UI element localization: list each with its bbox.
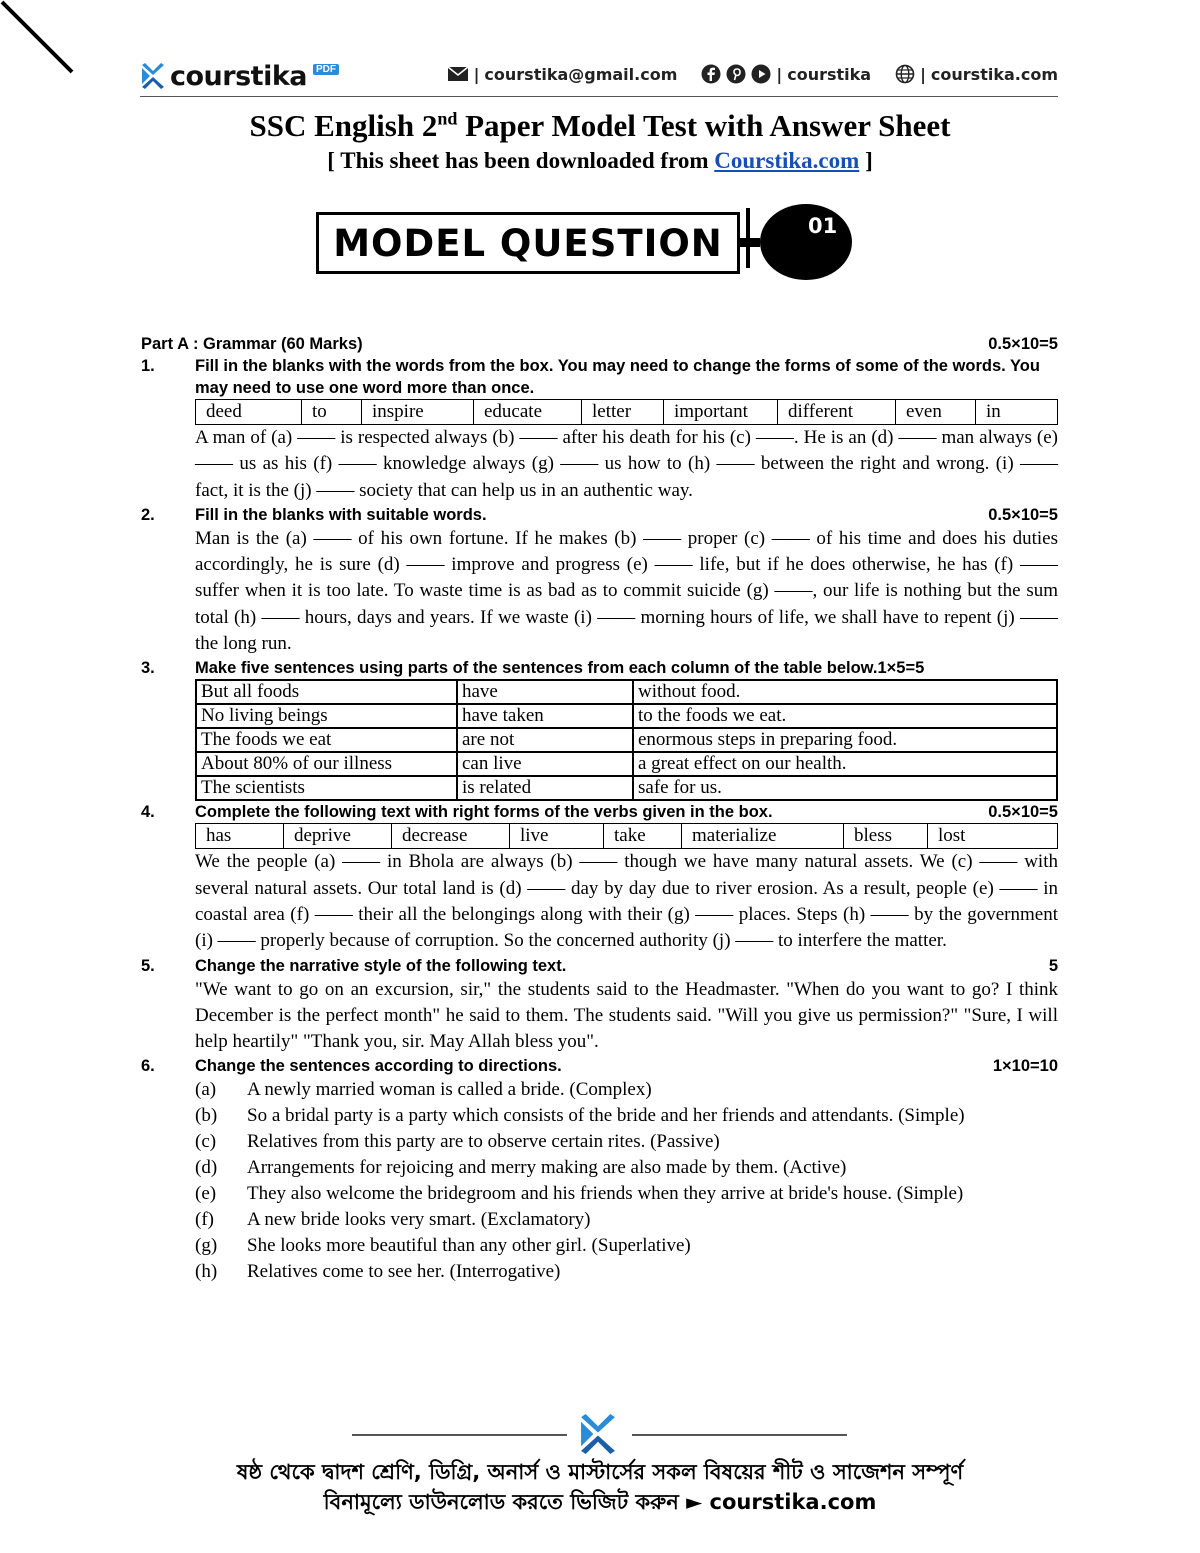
question-instruction: Change the narrative style of the following text. [195,956,567,975]
q4-passage: We the people (a) —— in Bhola are always (b) —— though we have many natural assets. We (c) —— with several natural assets. Our total land is (d) —— day by day due to river erosion. As a result, people (e) —— in coastal area (f) —— their all the belongings along with their (g) —— places. Steps (h) —— by the government (i) —— properly because of corruption. So the concerned authority (j) —— to interfere the matter. [195,851,1058,952]
title-sup: nd [437,108,458,129]
corner-mark [0,0,80,80]
envelope-icon [447,66,469,82]
part-a-heading [141,333,1058,355]
title-prefix: SSC English 2 [249,108,438,143]
email-text: courstika@gmail.com [484,64,678,84]
table-cell: have taken [457,704,633,728]
courstika-logo-icon [140,62,166,90]
table-cell: to the foods we eat. [633,704,1057,728]
word-cell: take [604,824,682,848]
word-cell: different [778,400,896,424]
pinterest-icon [726,64,746,84]
word-cell: has [196,824,284,848]
question-instruction [195,657,1058,679]
subtitle-suffix: ] [859,148,873,173]
page-subtitle [0,148,1200,174]
question-marks: 0.5×10=5 [988,803,1058,822]
item-text: Relatives come to see her. (Interrogative) [247,1260,561,1282]
question-instruction: Change the sentences according to directions. [195,1057,562,1076]
table-cell: The foods we eat [196,728,457,752]
q1-passage: A man of (a) —— is respected always (b) —— after his death for his (c) ——. He is an (d) —— man always (e) —— us as his (f) —— knowledge always (g) —— us how to (h) —— between the right and wrong. (i) —— fact, it is the (j) —— society that can help us in an authentic way. [195,427,1058,501]
website-contact[interactable] [895,64,1058,84]
word-cell: letter [582,400,664,424]
question-marks: 1×5=5 [877,659,925,678]
question-4-heading [141,801,1058,823]
part-a-marks: 0.5×10=5 [988,335,1058,353]
word-cell: to [302,400,362,424]
play-icon [751,64,771,84]
logo-text: courstika [170,60,307,92]
question-6-heading [141,1055,1058,1077]
item-text: She looks more beautiful than any other girl. (Superlative) [247,1234,691,1256]
instruction-text: Make five sentences using parts of the sentences from each column of the table below. [195,659,878,678]
table-row [196,680,1057,704]
q3-substitution-table [195,679,1058,801]
item-text: They also welcome the bridegroom and his friends when they arrive at bride's house. (Simple) [247,1183,964,1205]
item-text: So a bridal party is a party which consists of the bride and her friends and attendants. (Simple) [247,1105,965,1127]
word-cell: important [664,400,778,424]
word-cell: inspire [362,400,474,424]
question-number: 5. [141,956,155,975]
word-cell: in [986,401,1001,422]
question-3-heading [141,657,1058,679]
website-text: courstika.com [930,64,1058,84]
footer-logo-icon [578,1412,618,1456]
list-item [195,1233,1058,1259]
question-2-heading [141,504,1058,526]
question-number: 4. [141,803,155,822]
table-cell: But all foods [196,680,457,704]
q2-passage: Man is the (a) —— of his own fortune. If he makes (b) —— proper (c) —— of his time and does his duties accordingly, he is sure (d) —— improve and progress (e) —— life, but if he does otherwise, he has (f) —— suffer when it is too late. To waste time is as bad as to commit suicide (g) ——, our life is nothing but the sum total (h) —— hours, days and years. If we waste (i) —— morning hours of life, we shall have to repent (j) —— the long run. [195,527,1058,655]
separator: | [920,64,926,84]
table-cell: have [457,680,633,704]
word-cell: lost [938,825,966,847]
page-title [0,108,1200,144]
table-cell: without food. [633,680,1057,704]
table-cell: No living beings [196,704,457,728]
list-item [195,1155,1058,1181]
question-instruction: Fill in the blanks with suitable words. [195,505,487,524]
q1-word-box [195,399,1058,425]
table-cell: The scientists [196,776,457,800]
footer-divider-left [352,1434,567,1436]
word-cell: live [510,824,604,848]
footer-line-2[interactable]: বিনামূল্যে ডাউনলোড করতে ভিজিট করুন ► courstika.com [323,1490,877,1514]
table-row [196,728,1057,752]
part-a-title: Part A : Grammar (60 Marks) [141,335,363,353]
table-cell: About 80% of our illness [196,752,457,776]
table-cell: is related [457,776,633,800]
question-instruction: Complete the following text with right forms of the verbs given in the box. [195,803,773,822]
question-number: 1. [141,357,155,375]
banner-number: 01 [808,214,838,238]
item-text: A new bride looks very smart. (Exclamatory) [247,1208,591,1230]
list-item [195,1103,1058,1129]
separator: | [473,64,480,84]
item-label: (a) [195,1079,217,1101]
word-cell: deprive [284,824,392,848]
question-1-heading [141,355,1058,399]
page-header [140,56,1058,97]
list-item [195,1259,1058,1285]
question-number: 2. [141,505,155,524]
item-label: (d) [195,1157,218,1179]
item-label: (g) [195,1234,218,1256]
item-label: (f) [195,1208,214,1230]
item-label: (b) [195,1105,218,1127]
facebook-icon [701,64,721,84]
table-cell: enormous steps in preparing food. [633,728,1057,752]
pdf-badge: PDF [313,64,339,75]
q4-verb-box [195,823,1058,849]
question-marks: 1×10=10 [992,1057,1058,1076]
item-label: (h) [195,1260,218,1282]
table-cell: can live [457,752,633,776]
footer-line-1: ষষ্ঠ থেকে দ্বাদশ শ্রেণি, ডিগ্রি, অনার্স ও মাস্টার্সের সকল বিষয়ের শীট ও সাজেশন সম্পূর্ণ [236,1460,964,1484]
table-row [196,752,1057,776]
header-contacts [447,64,1058,84]
word-cell: decrease [392,824,510,848]
list-item [195,1207,1058,1233]
q6-sentence-list [195,1077,1058,1284]
question-instruction: Fill in the blanks with the words from the box. You may need to change the forms of some of the words. You may need to use one word more than once. [195,357,1040,397]
globe-icon [895,64,915,84]
question-marks: 0.5×10=5 [988,505,1058,524]
table-row [196,704,1057,728]
footer-divider-right [632,1434,847,1436]
item-label: (c) [195,1131,217,1153]
item-text: Arrangements for rejoicing and merry making are also made by them. (Active) [247,1157,847,1179]
question-content [141,333,1058,1285]
list-item [195,1129,1058,1155]
question-5-heading [141,955,1058,977]
list-item [195,1077,1058,1103]
word-cell: bless [844,824,928,848]
item-label: (e) [195,1183,217,1205]
separator: | [776,64,783,84]
item-text: A newly married woman is called a bride. (Complex) [247,1079,652,1101]
table-row [196,776,1057,800]
social-text: courstika [787,64,872,84]
subtitle-prefix: [ This sheet has been downloaded from [327,148,715,173]
question-number: 6. [141,1057,155,1076]
table-cell: safe for us. [633,776,1057,800]
word-cell: materialize [682,824,844,848]
model-question-banner: MODEL QUESTION [316,212,740,274]
table-cell: a great effect on our health. [633,752,1057,776]
social-contact[interactable] [701,64,871,84]
word-cell: deed [196,400,302,424]
item-text: Relatives from this party are to observe certain rites. (Passive) [247,1131,720,1153]
title-suffix: Paper Model Test with Answer Sheet [457,108,951,143]
question-number: 3. [141,659,155,678]
table-cell: are not [457,728,633,752]
q5-passage: "We want to go on an excursion, sir," the students said to the Headmaster. "When do you want to go? I think December is the perfect month" he said to them. The students said. "Will you give us permission?" "Sure, I will help heartily" "Thank you, sir. May Allah bless you". [195,978,1058,1053]
word-cell: even [896,400,976,424]
courstika-link[interactable]: Courstika.com [714,148,860,173]
courstika-logo[interactable] [140,61,339,92]
list-item [195,1181,1058,1207]
email-contact[interactable] [447,65,678,84]
question-marks: 5 [1048,956,1058,975]
word-cell: educate [474,400,582,424]
